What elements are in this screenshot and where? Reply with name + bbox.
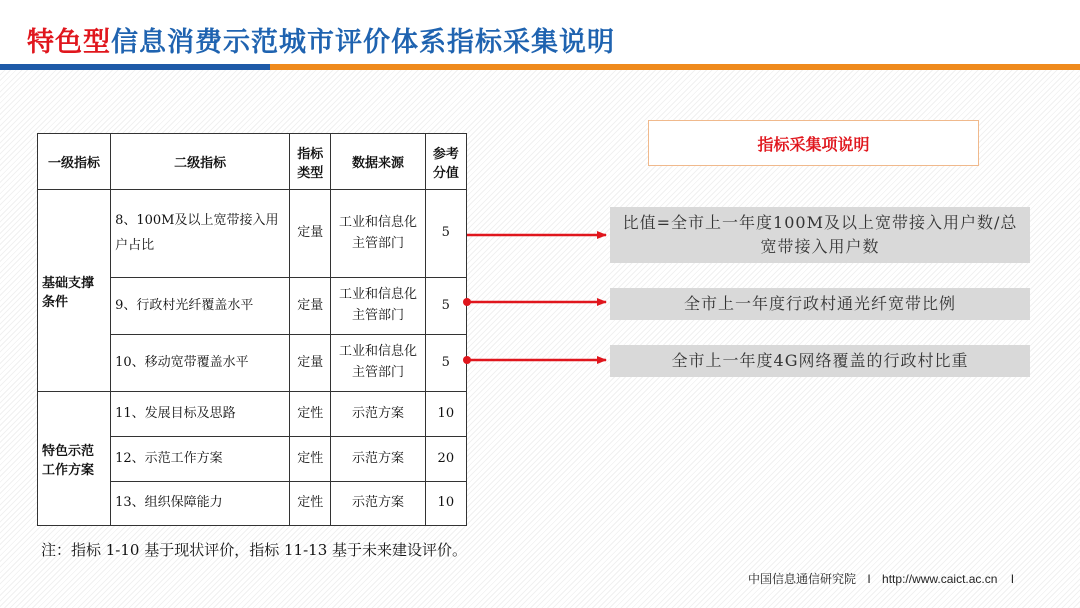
table-header-cell: 数据来源: [331, 134, 425, 190]
indicator-name: 10、移动宽带覆盖水平: [111, 335, 290, 392]
title-main: 信息消费示范城市评价体系指标采集说明: [111, 27, 615, 58]
page-title: [27, 20, 615, 59]
description-item-1: 比值=全市上一年度100M及以上宽带接入用户数/总宽带接入用户数: [610, 207, 1030, 263]
score: 5: [425, 190, 466, 278]
data-source: 示范方案: [331, 482, 425, 526]
data-source: 工业和信息化主管部门: [331, 190, 425, 278]
table-row: [38, 190, 467, 278]
indicator-name: 12、示范工作方案: [111, 437, 290, 482]
data-source: 示范方案: [331, 392, 425, 437]
score: 5: [425, 335, 466, 392]
indicator-type: 定量: [290, 335, 331, 392]
table-header-cell: 参考分值: [425, 134, 466, 190]
footer: [748, 570, 1014, 587]
footer-separator-end: I: [1010, 572, 1015, 586]
indicator-type: 定性: [290, 392, 331, 437]
table-header-cell: 二级指标: [111, 134, 290, 190]
header-bar-blue: [0, 64, 270, 70]
footer-url[interactable]: http://www.caict.ac.cn: [882, 572, 998, 586]
footer-separator: I: [867, 572, 871, 586]
description-item-2: 全市上一年度行政村通光纤宽带比例: [610, 288, 1030, 320]
data-source: 工业和信息化主管部门: [331, 278, 425, 335]
indicator-name: 13、组织保障能力: [111, 482, 290, 526]
group-label: 基础支撑条件: [38, 190, 111, 392]
indicator-type: 定性: [290, 482, 331, 526]
table-note: 注：指标 1-10 基于现状评价，指标 11-13 基于未来建设评价。: [41, 541, 468, 559]
footer-org: 中国信息通信研究院: [748, 572, 857, 586]
indicator-name: 9、行政村光纤覆盖水平: [111, 278, 290, 335]
table-header-cell: 指标类型: [290, 134, 331, 190]
score: 5: [425, 278, 466, 335]
indicator-name: 11、发展目标及思路: [111, 392, 290, 437]
table-row: [38, 392, 467, 437]
title-highlight: 特色型: [27, 27, 111, 58]
description-item-3: 全市上一年度4G网络覆盖的行政村比重: [610, 345, 1030, 377]
group-label: 特色示范工作方案: [38, 392, 111, 526]
indicator-name: 8、100M及以上宽带接入用户占比: [111, 190, 290, 278]
indicator-type: 定性: [290, 437, 331, 482]
data-source: 工业和信息化主管部门: [331, 335, 425, 392]
table-header-cell: 一级指标: [38, 134, 111, 190]
score: 20: [425, 437, 466, 482]
header: [0, 0, 1080, 70]
indicator-table: [37, 133, 467, 526]
score: 10: [425, 482, 466, 526]
panel-heading: 指标采集项说明: [648, 120, 979, 166]
header-bar-orange: [270, 64, 1080, 70]
data-source: 示范方案: [331, 437, 425, 482]
indicator-type: 定量: [290, 190, 331, 278]
score: 10: [425, 392, 466, 437]
table-header-row: [38, 134, 467, 190]
indicator-type: 定量: [290, 278, 331, 335]
